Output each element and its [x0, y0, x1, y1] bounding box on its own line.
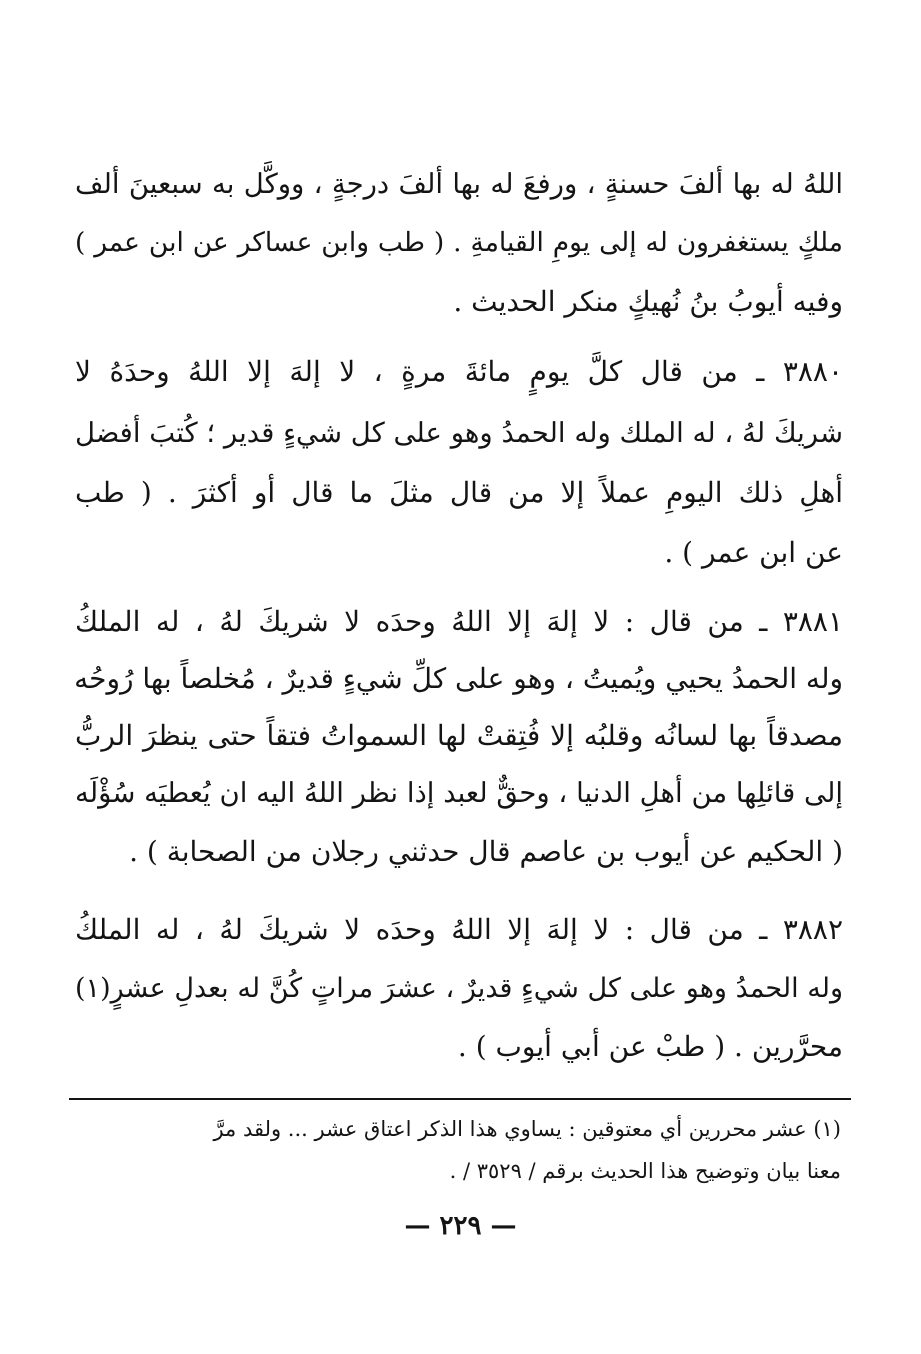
text-line: شريكَ لهُ ، له الملك وله الحمدُ وهو على كل شيءٍ قدير ؛ كُتبَ أفضل — [75, 417, 843, 449]
text-line: ( الحكيم عن أيوب بن عاصم قال حدثني رجلان من الصحابة ) . — [129, 835, 843, 868]
text-line: ٣٨٨٠ ـ من قال كلَّ يومٍ مائةَ مرةٍ ، لا إلهَ إلا اللهُ وحدَهُ لا — [75, 355, 843, 388]
text-line: وله الحمدُ وهو على كل شيءٍ قديرٌ ، عشرَ مراتٍ كُنَّ له بعدلِ عشرٍ(١) — [75, 973, 843, 1004]
text-line: وفيه أيوبُ بنُ نُهيكٍ منكر الحديث . — [453, 285, 843, 318]
text-line: وله الحمدُ يحيي ويُميتُ ، وهو على كلِّ شيءٍ قديرٌ ، مُخلصاً بها رُوحُه — [74, 662, 843, 695]
text-line: إلى قائلِها من أهلِ الدنيا ، وحقٌّ لعبد إذا نظر اللهُ اليه ان يُعطيَه سُؤْلَه — [75, 777, 843, 809]
text-line: أهلِ ذلك اليومِ عملاً إلا من قال مثلَ ما قال أو أكثرَ . ( طب — [75, 476, 843, 509]
text-line: ٣٨٨٢ ـ من قال : لا إلهَ إلا اللهُ وحدَه لا شريكَ لهُ ، له الملكُ — [75, 913, 843, 946]
text-line: محرَّرين . ( طبْ عن أبي أيوب ) . — [457, 1030, 843, 1063]
page-number: — ٢٢٩ — — [404, 1211, 517, 1241]
footnote-divider — [69, 1098, 851, 1100]
text-line: عن ابن عمر ) . — [664, 536, 843, 569]
text-line: مصدقاً بها لسانُه وقلبُه إلا فُتِقتْ لها السمواتُ فتقاً حتى ينظرَ الربُّ — [75, 719, 843, 752]
footnote-line: معنا بيان وتوضيح هذا الحديث برقم / ٣٥٢٩ / . — [449, 1159, 841, 1183]
footnote-line: (١) عشر محررين أي معتوقين : يساوي هذا الذكر اعتاق عشر ... ولقد مرَّ — [213, 1117, 841, 1141]
text-line: ملكٍ يستغفرون له إلى يومِ القيامةِ . ( طب وابن عساكر عن ابن عمر ) — [75, 227, 843, 258]
text-line: ٣٨٨١ ـ من قال : لا إلهَ إلا اللهُ وحدَه لا شريكَ لهُ ، له الملكُ — [75, 605, 843, 638]
text-line: اللهُ له بها ألفَ حسنةٍ ، ورفعَ له بها ألفَ درجةٍ ، ووكَّل به سبعينَ ألف — [75, 168, 843, 200]
